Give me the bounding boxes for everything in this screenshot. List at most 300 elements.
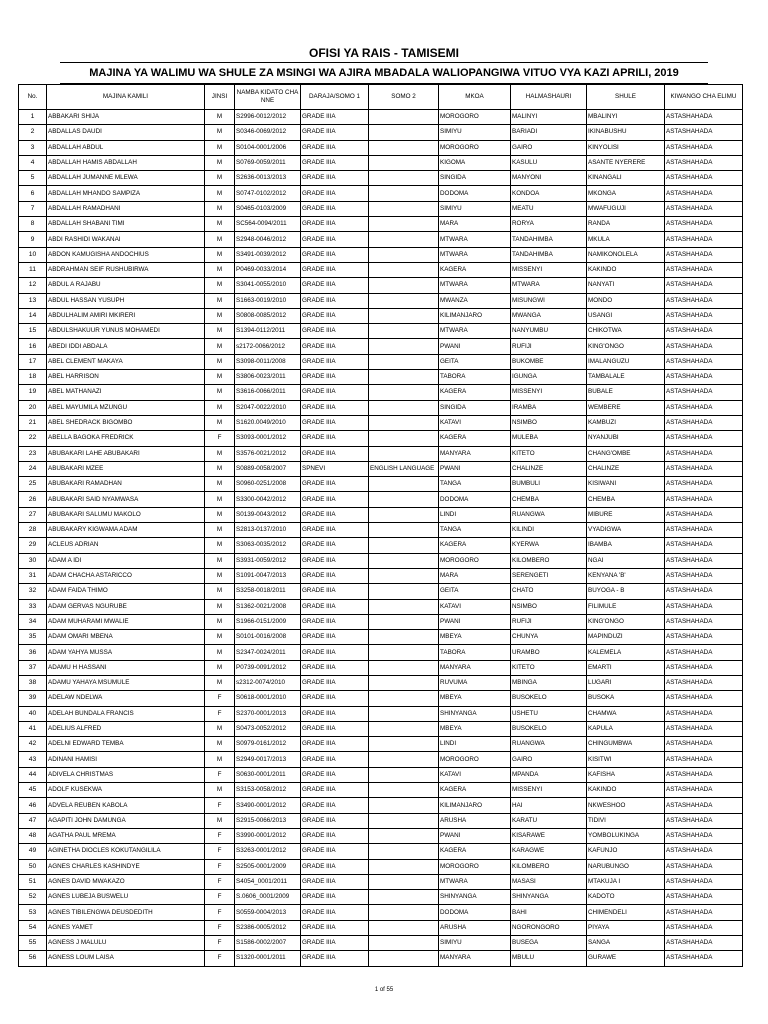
- table-row: [19, 293, 743, 308]
- col-form-four-number-cell: S1091-0047/2013: [235, 568, 301, 583]
- col-council-cell: RUANGWA: [511, 737, 587, 752]
- col-full-name-cell: ABELLA BAGOKA FREDRICK: [47, 431, 205, 446]
- col-number-cell: 1: [19, 110, 47, 125]
- col-subject-2-cell: [369, 538, 439, 553]
- col-form-four-number-cell: S3063-0035/2012: [235, 538, 301, 553]
- col-number-cell: 10: [19, 247, 47, 262]
- col-subject-2-cell: [369, 477, 439, 492]
- col-full-name-cell: ABDUL HASSAN YUSUPH: [47, 293, 205, 308]
- col-number-cell: 45: [19, 783, 47, 798]
- col-council-cell: KYERWA: [511, 538, 587, 553]
- col-region-header: MKOA: [439, 85, 511, 110]
- col-council-cell: BUSOKELO: [511, 691, 587, 706]
- col-grade-subject-1-cell: GRADE IIIA: [301, 752, 369, 767]
- col-council-cell: SERENGETI: [511, 568, 587, 583]
- col-council-cell: NSIMBO: [511, 599, 587, 614]
- col-form-four-number-cell: S.0606_0001/2009: [235, 890, 301, 905]
- col-subject-2-cell: [369, 262, 439, 277]
- table-row: [19, 691, 743, 706]
- col-council-cell: BUMBULI: [511, 477, 587, 492]
- col-council-cell: BUSOKELO: [511, 721, 587, 736]
- col-grade-subject-1-cell: GRADE IIIA: [301, 217, 369, 232]
- col-school-cell: CHANG'OMBE: [587, 446, 665, 461]
- col-number-cell: 55: [19, 936, 47, 951]
- col-full-name-cell: ABEL CLEMENT MAKAYA: [47, 354, 205, 369]
- col-form-four-number-cell: S2636-0013/2013: [235, 171, 301, 186]
- col-region-cell: MANYARA: [439, 660, 511, 675]
- col-grade-subject-1-cell: GRADE IIIA: [301, 599, 369, 614]
- col-form-four-number-cell: S0960-0251/2008: [235, 477, 301, 492]
- table-row: [19, 828, 743, 843]
- col-gender-cell: M: [205, 140, 235, 155]
- col-grade-subject-1-cell: GRADE IIIA: [301, 446, 369, 461]
- col-full-name-cell: ABDULSHAKUUR YUNUS MOHAMEDI: [47, 324, 205, 339]
- col-grade-subject-1-cell: GRADE IIIA: [301, 155, 369, 170]
- col-gender-cell: F: [205, 767, 235, 782]
- col-education-level-cell: ASTASHAHADA: [665, 155, 743, 170]
- col-council-cell: MISUNGWI: [511, 293, 587, 308]
- col-school-cell: RANDA: [587, 217, 665, 232]
- col-grade-subject-1-cell: GRADE IIIA: [301, 262, 369, 277]
- col-form-four-number-cell: S3490-0001/2012: [235, 798, 301, 813]
- col-gender-cell: M: [205, 232, 235, 247]
- col-grade-subject-1-cell: GRADE IIIA: [301, 783, 369, 798]
- col-education-level-cell: ASTASHAHADA: [665, 339, 743, 354]
- col-subject-2-cell: [369, 767, 439, 782]
- col-full-name-cell: AGNES TIBILENGWA DEUSDEDITH: [47, 905, 205, 920]
- col-gender-header: JINSI: [205, 85, 235, 110]
- col-form-four-number-cell: S0889-0058/2007: [235, 461, 301, 476]
- table-row: [19, 431, 743, 446]
- col-education-level-cell: ASTASHAHADA: [665, 874, 743, 889]
- col-form-four-number-cell: P0739-0091/2012: [235, 660, 301, 675]
- col-gender-cell: M: [205, 461, 235, 476]
- col-region-cell: MBEYA: [439, 691, 511, 706]
- col-education-level-cell: ASTASHAHADA: [665, 201, 743, 216]
- col-council-cell: IGUNGA: [511, 370, 587, 385]
- col-grade-subject-1-header: DARAJA/SOMO 1: [301, 85, 369, 110]
- table-row: [19, 553, 743, 568]
- col-region-cell: MTWARA: [439, 247, 511, 262]
- col-subject-2-cell: [369, 110, 439, 125]
- col-region-cell: SIMIYU: [439, 936, 511, 951]
- col-gender-cell: M: [205, 278, 235, 293]
- col-school-cell: MKULA: [587, 232, 665, 247]
- col-council-cell: NANYUMBU: [511, 324, 587, 339]
- col-form-four-number-cell: s2312-0074/2010: [235, 675, 301, 690]
- col-region-cell: MTWARA: [439, 874, 511, 889]
- col-full-name-cell: ABBAKARI SHIJA: [47, 110, 205, 125]
- col-council-cell: KILOMBERO: [511, 553, 587, 568]
- col-region-cell: MANYARA: [439, 446, 511, 461]
- table-row: [19, 186, 743, 201]
- col-gender-cell: M: [205, 446, 235, 461]
- col-subject-2-cell: [369, 354, 439, 369]
- table-row: [19, 262, 743, 277]
- col-form-four-number-cell: S3041-0055/2010: [235, 278, 301, 293]
- col-school-cell: IBAMBA: [587, 538, 665, 553]
- col-school-cell: FILIMULE: [587, 599, 665, 614]
- col-subject-2-cell: [369, 828, 439, 843]
- col-gender-cell: F: [205, 951, 235, 966]
- col-school-cell: MWAFUGUJI: [587, 201, 665, 216]
- col-form-four-number-cell: S3093-0001/2012: [235, 431, 301, 446]
- col-form-four-number-cell: S2370-0001/2013: [235, 706, 301, 721]
- col-form-four-number-cell: S0139-0043/2012: [235, 507, 301, 522]
- col-school-cell: KALEMELA: [587, 645, 665, 660]
- col-education-level-cell: ASTASHAHADA: [665, 936, 743, 951]
- table-row: [19, 844, 743, 859]
- col-subject-2-cell: [369, 232, 439, 247]
- col-gender-cell: M: [205, 584, 235, 599]
- col-gender-cell: M: [205, 813, 235, 828]
- col-council-cell: KONDOA: [511, 186, 587, 201]
- col-form-four-number-cell: S0747-0102/2012: [235, 186, 301, 201]
- col-subject-2-cell: [369, 125, 439, 140]
- col-number-cell: 23: [19, 446, 47, 461]
- col-council-cell: BARIADI: [511, 125, 587, 140]
- col-school-cell: MTAKUJA I: [587, 874, 665, 889]
- col-number-cell: 54: [19, 920, 47, 935]
- col-form-four-number-cell: S0769-0059/2011: [235, 155, 301, 170]
- col-number-cell: 19: [19, 385, 47, 400]
- col-grade-subject-1-cell: GRADE IIIA: [301, 171, 369, 186]
- col-full-name-cell: ABUBAKARI RAMADHAN: [47, 477, 205, 492]
- col-region-cell: MOROGORO: [439, 110, 511, 125]
- col-number-cell: 21: [19, 415, 47, 430]
- table-row: [19, 798, 743, 813]
- col-grade-subject-1-cell: GRADE IIIA: [301, 201, 369, 216]
- col-council-cell: NSIMBO: [511, 415, 587, 430]
- col-subject-2-cell: [369, 890, 439, 905]
- col-subject-2-cell: [369, 385, 439, 400]
- col-education-level-cell: ASTASHAHADA: [665, 813, 743, 828]
- col-subject-2-cell: [369, 675, 439, 690]
- col-gender-cell: F: [205, 874, 235, 889]
- col-gender-cell: M: [205, 783, 235, 798]
- col-subject-2-cell: [369, 660, 439, 675]
- col-school-cell: MAPINDUZI: [587, 630, 665, 645]
- col-full-name-cell: ABEL MAYUMILA MZUNGU: [47, 400, 205, 415]
- col-education-level-cell: ASTASHAHADA: [665, 354, 743, 369]
- col-education-level-cell: ASTASHAHADA: [665, 951, 743, 966]
- col-full-name-cell: ADAM CHACHA ASTARICCO: [47, 568, 205, 583]
- col-number-cell: 24: [19, 461, 47, 476]
- col-number-cell: 6: [19, 186, 47, 201]
- col-subject-2-cell: ENGLISH LANGUAGE: [369, 461, 439, 476]
- col-full-name-cell: ABEL SHEDRACK BIGOMBO: [47, 415, 205, 430]
- col-school-cell: KING'ONGO: [587, 614, 665, 629]
- col-grade-subject-1-cell: GRADE IIIA: [301, 523, 369, 538]
- col-region-cell: KAGERA: [439, 538, 511, 553]
- table-row: [19, 370, 743, 385]
- col-grade-subject-1-cell: GRADE IIIA: [301, 507, 369, 522]
- col-form-four-number-cell: S2948-0046/2012: [235, 232, 301, 247]
- col-full-name-cell: AGNESS LOUM LAISA: [47, 951, 205, 966]
- col-full-name-cell: ABDRAHMAN SEIF RUSHUBIRWA: [47, 262, 205, 277]
- col-region-cell: KILIMANJARO: [439, 798, 511, 813]
- col-grade-subject-1-cell: GRADE IIIA: [301, 308, 369, 323]
- col-gender-cell: M: [205, 477, 235, 492]
- col-education-level-cell: ASTASHAHADA: [665, 232, 743, 247]
- col-council-cell: MBULU: [511, 951, 587, 966]
- col-region-cell: MBEYA: [439, 630, 511, 645]
- col-number-cell: 52: [19, 890, 47, 905]
- col-council-cell: KISARAWE: [511, 828, 587, 843]
- table-row: [19, 813, 743, 828]
- col-region-cell: MBEYA: [439, 721, 511, 736]
- col-council-cell: MTWARA: [511, 278, 587, 293]
- col-education-level-cell: ASTASHAHADA: [665, 538, 743, 553]
- col-school-cell: KAPULA: [587, 721, 665, 736]
- col-education-level-cell: ASTASHAHADA: [665, 507, 743, 522]
- col-council-cell: SHINYANGA: [511, 890, 587, 905]
- col-gender-cell: F: [205, 691, 235, 706]
- col-council-cell: KASULU: [511, 155, 587, 170]
- col-region-cell: DODOMA: [439, 492, 511, 507]
- col-education-level-cell: ASTASHAHADA: [665, 660, 743, 675]
- col-number-cell: 11: [19, 262, 47, 277]
- col-subject-2-cell: [369, 186, 439, 201]
- col-number-cell: 12: [19, 278, 47, 293]
- col-education-level-cell: ASTASHAHADA: [665, 920, 743, 935]
- col-gender-cell: M: [205, 247, 235, 262]
- col-gender-cell: M: [205, 614, 235, 629]
- col-region-cell: MTWARA: [439, 278, 511, 293]
- col-education-level-cell: ASTASHAHADA: [665, 461, 743, 476]
- col-school-cell: IKINABUSHU: [587, 125, 665, 140]
- col-grade-subject-1-cell: GRADE IIIA: [301, 400, 369, 415]
- col-subject-2-header: SOMO 2: [369, 85, 439, 110]
- col-school-cell: WEMBERE: [587, 400, 665, 415]
- col-grade-subject-1-cell: GRADE IIIA: [301, 584, 369, 599]
- col-form-four-number-cell: S0101-0016/2008: [235, 630, 301, 645]
- col-grade-subject-1-cell: GRADE IIIA: [301, 110, 369, 125]
- col-form-four-number-cell: P0469-0033/2014: [235, 262, 301, 277]
- col-region-cell: KATAVI: [439, 415, 511, 430]
- col-grade-subject-1-cell: GRADE IIIA: [301, 844, 369, 859]
- page-title: OFISI YA RAIS - TAMISEMI: [308, 46, 460, 60]
- col-gender-cell: M: [205, 630, 235, 645]
- col-form-four-number-cell: S1586-0002/2007: [235, 936, 301, 951]
- col-number-cell: 38: [19, 675, 47, 690]
- col-number-cell: 39: [19, 691, 47, 706]
- table-row: [19, 783, 743, 798]
- col-number-cell: 51: [19, 874, 47, 889]
- col-full-name-cell: ABUBAKARY KIGWAMA ADAM: [47, 523, 205, 538]
- col-region-cell: TABORA: [439, 370, 511, 385]
- col-full-name-cell: AGAPITI JOHN DAMUNGA: [47, 813, 205, 828]
- col-council-cell: KILINDI: [511, 523, 587, 538]
- col-full-name-cell: ABEDI IDDI ABDALA: [47, 339, 205, 354]
- col-school-cell: KISITWI: [587, 752, 665, 767]
- col-full-name-cell: AGNES DAVID MWAKAZO: [47, 874, 205, 889]
- col-school-cell: KAKINDO: [587, 783, 665, 798]
- col-number-cell: 49: [19, 844, 47, 859]
- col-full-name-cell: ABUBAKARI MZEE: [47, 461, 205, 476]
- col-education-level-cell: ASTASHAHADA: [665, 630, 743, 645]
- col-region-cell: MOROGORO: [439, 859, 511, 874]
- col-form-four-number-cell: S2047-0022/2010: [235, 400, 301, 415]
- col-school-cell: USANGI: [587, 308, 665, 323]
- col-school-cell: NGAI: [587, 553, 665, 568]
- col-full-name-cell: ABDI RASHIDI WAKANAI: [47, 232, 205, 247]
- col-form-four-number-cell: S1320-0001/2011: [235, 951, 301, 966]
- col-full-name-cell: ABDALLAH JUMANNE MLEWA: [47, 171, 205, 186]
- col-full-name-cell: ABDALLAH RAMADHANI: [47, 201, 205, 216]
- col-subject-2-cell: [369, 874, 439, 889]
- col-number-cell: 35: [19, 630, 47, 645]
- table-row: [19, 507, 743, 522]
- col-number-cell: 48: [19, 828, 47, 843]
- col-school-cell: TIDIVI: [587, 813, 665, 828]
- col-full-name-cell: ADINANI HAMISI: [47, 752, 205, 767]
- col-education-level-cell: ASTASHAHADA: [665, 140, 743, 155]
- col-full-name-cell: ADELAW NDELWA: [47, 691, 205, 706]
- col-form-four-number-cell: S2949-0017/2013: [235, 752, 301, 767]
- col-council-cell: MULEBA: [511, 431, 587, 446]
- table-row: [19, 538, 743, 553]
- col-education-level-cell: ASTASHAHADA: [665, 706, 743, 721]
- col-education-level-cell: ASTASHAHADA: [665, 568, 743, 583]
- col-education-level-cell: ASTASHAHADA: [665, 446, 743, 461]
- col-region-cell: SINGIDA: [439, 171, 511, 186]
- table-row: [19, 492, 743, 507]
- col-full-name-header: MAJINA KAMILI: [47, 85, 205, 110]
- col-grade-subject-1-cell: GRADE IIIA: [301, 553, 369, 568]
- col-form-four-number-cell: SC564-0094/2011: [235, 217, 301, 232]
- col-education-level-cell: ASTASHAHADA: [665, 293, 743, 308]
- col-council-cell: MISSENYI: [511, 262, 587, 277]
- table-row: [19, 171, 743, 186]
- col-form-four-number-cell: S3576-0021/2012: [235, 446, 301, 461]
- col-full-name-cell: ABDALLAH HAMIS ABDALLAH: [47, 155, 205, 170]
- col-council-cell: RUFIJI: [511, 339, 587, 354]
- col-education-level-header: KIWANGO CHA ELIMU: [665, 85, 743, 110]
- col-grade-subject-1-cell: GRADE IIIA: [301, 675, 369, 690]
- col-subject-2-cell: [369, 308, 439, 323]
- col-gender-cell: M: [205, 492, 235, 507]
- col-region-cell: MARA: [439, 568, 511, 583]
- table-row: [19, 232, 743, 247]
- col-education-level-cell: ASTASHAHADA: [665, 247, 743, 262]
- col-form-four-number-cell: S0465-0103/2009: [235, 201, 301, 216]
- col-form-four-number-cell: S2996-0012/2012: [235, 110, 301, 125]
- col-region-cell: SIMIYU: [439, 201, 511, 216]
- col-form-four-number-cell: S0808-0085/2012: [235, 308, 301, 323]
- table-row: [19, 461, 743, 476]
- col-subject-2-cell: [369, 293, 439, 308]
- col-grade-subject-1-cell: GRADE IIIA: [301, 721, 369, 736]
- col-number-cell: 43: [19, 752, 47, 767]
- col-school-cell: LUGARI: [587, 675, 665, 690]
- col-number-cell: 8: [19, 217, 47, 232]
- col-number-cell: 16: [19, 339, 47, 354]
- title-rule: [60, 62, 708, 63]
- table-header-row: [19, 85, 743, 110]
- col-full-name-cell: AGINETHA DIOCLES KOKUTANGILILA: [47, 844, 205, 859]
- col-full-name-cell: ABUBAKARI SALUMU MAKOLO: [47, 507, 205, 522]
- col-region-cell: MARA: [439, 217, 511, 232]
- col-education-level-cell: ASTASHAHADA: [665, 721, 743, 736]
- col-gender-cell: M: [205, 538, 235, 553]
- col-number-cell: 29: [19, 538, 47, 553]
- col-number-cell: 40: [19, 706, 47, 721]
- col-number-cell: 53: [19, 905, 47, 920]
- col-number-cell: 13: [19, 293, 47, 308]
- col-subject-2-cell: [369, 201, 439, 216]
- col-grade-subject-1-cell: GRADE IIIA: [301, 370, 369, 385]
- table-row: [19, 278, 743, 293]
- col-subject-2-cell: [369, 492, 439, 507]
- col-council-cell: NGORONGORO: [511, 920, 587, 935]
- col-subject-2-cell: [369, 936, 439, 951]
- col-school-cell: YOMBOLUKINGA: [587, 828, 665, 843]
- col-council-cell: MISSENYI: [511, 385, 587, 400]
- col-education-level-cell: ASTASHAHADA: [665, 370, 743, 385]
- col-region-cell: MANYARA: [439, 951, 511, 966]
- col-number-cell: 2: [19, 125, 47, 140]
- table-row: [19, 936, 743, 951]
- col-region-cell: TABORA: [439, 645, 511, 660]
- col-education-level-cell: ASTASHAHADA: [665, 262, 743, 277]
- col-full-name-cell: AGNES CHARLES KASHINDYE: [47, 859, 205, 874]
- col-region-cell: TANGA: [439, 477, 511, 492]
- col-gender-cell: F: [205, 706, 235, 721]
- col-gender-cell: M: [205, 262, 235, 277]
- col-full-name-cell: ABDULHALIM AMIRI MKIRERI: [47, 308, 205, 323]
- col-region-cell: KAGERA: [439, 431, 511, 446]
- col-subject-2-cell: [369, 247, 439, 262]
- col-school-cell: KINANGALI: [587, 171, 665, 186]
- col-gender-cell: M: [205, 752, 235, 767]
- table-row: [19, 660, 743, 675]
- col-school-cell: CHAMWA: [587, 706, 665, 721]
- col-education-level-cell: ASTASHAHADA: [665, 308, 743, 323]
- col-education-level-cell: ASTASHAHADA: [665, 415, 743, 430]
- col-region-cell: KAGERA: [439, 262, 511, 277]
- col-grade-subject-1-cell: GRADE IIIA: [301, 767, 369, 782]
- col-council-cell: BUKOMBE: [511, 354, 587, 369]
- col-subject-2-cell: [369, 920, 439, 935]
- col-school-cell: MIBURE: [587, 507, 665, 522]
- col-grade-subject-1-cell: GRADE IIIA: [301, 920, 369, 935]
- col-region-cell: MOROGORO: [439, 140, 511, 155]
- col-council-cell: KILOMBERO: [511, 859, 587, 874]
- table-row: [19, 201, 743, 216]
- col-grade-subject-1-cell: GRADE IIIA: [301, 951, 369, 966]
- col-gender-cell: M: [205, 339, 235, 354]
- col-grade-subject-1-cell: SPNEVI: [301, 461, 369, 476]
- col-council-cell: MASASI: [511, 874, 587, 889]
- col-full-name-cell: AGNES LUBEJA BUSWELU: [47, 890, 205, 905]
- col-council-cell: HAI: [511, 798, 587, 813]
- col-council-cell: KITETO: [511, 446, 587, 461]
- table-row: [19, 354, 743, 369]
- col-number-cell: 3: [19, 140, 47, 155]
- col-region-cell: MOROGORO: [439, 553, 511, 568]
- col-subject-2-cell: [369, 217, 439, 232]
- col-number-cell: 56: [19, 951, 47, 966]
- col-school-cell: NKWESHOO: [587, 798, 665, 813]
- col-gender-cell: M: [205, 721, 235, 736]
- table-row: [19, 446, 743, 461]
- col-gender-cell: M: [205, 507, 235, 522]
- col-region-cell: ARUSHA: [439, 920, 511, 935]
- col-council-cell: TANDAHIMBA: [511, 247, 587, 262]
- col-council-cell: CHATO: [511, 584, 587, 599]
- col-number-cell: 25: [19, 477, 47, 492]
